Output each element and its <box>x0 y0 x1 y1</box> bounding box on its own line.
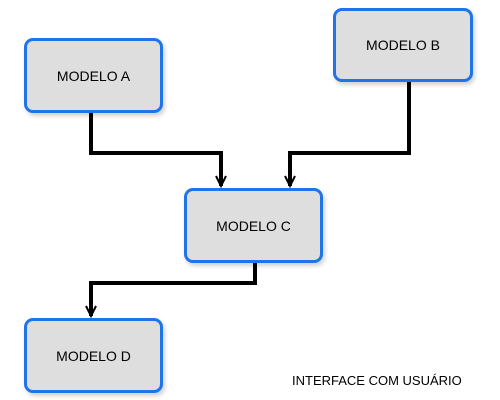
modelo-b-label: MODELO B <box>366 37 440 53</box>
modelo-c-label: MODELO C <box>216 217 291 234</box>
connector-b-to-c <box>290 82 409 186</box>
modelo-d-label: MODELO D <box>56 347 131 364</box>
interface-caption: INTERFACE COM USUÁRIO <box>292 373 462 388</box>
modelo-a-label: MODELO A <box>56 67 131 84</box>
connector-c-to-d <box>91 263 255 316</box>
modelo-c-node[interactable] <box>184 188 323 263</box>
connector-a-to-c <box>91 113 221 186</box>
modelo-d-node[interactable] <box>24 318 163 393</box>
modelo-b-node[interactable] <box>333 8 473 82</box>
modelo-a-node[interactable] <box>24 38 163 113</box>
